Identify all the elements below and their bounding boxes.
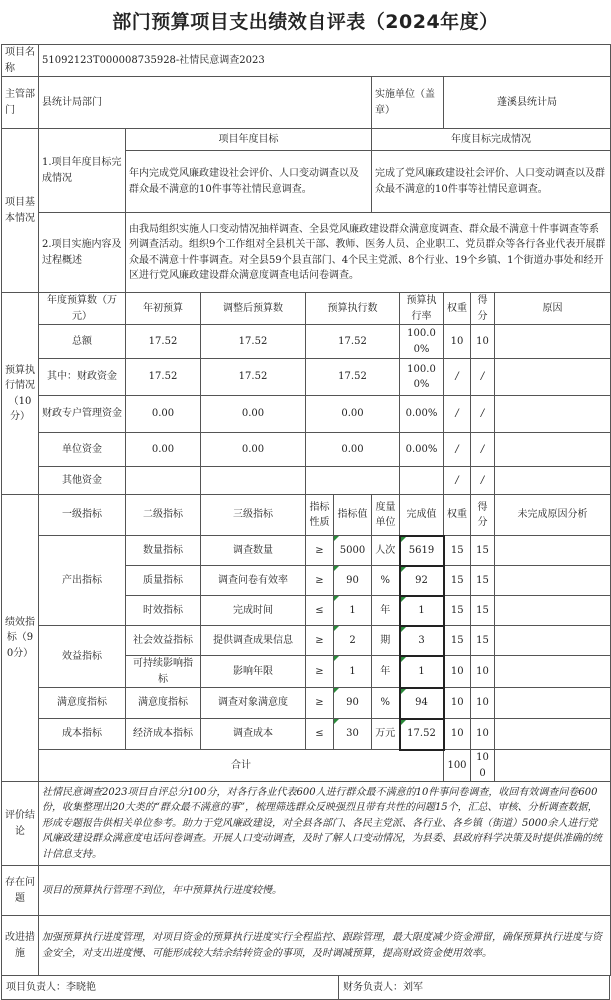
budget-row-score: / xyxy=(471,433,495,467)
budget-row-score: 10 xyxy=(471,325,495,359)
budget-row-executed: 17.52 xyxy=(306,359,400,396)
indicator-weight: 10 xyxy=(444,656,471,688)
indicator-reason xyxy=(495,656,611,688)
budget-row-rate xyxy=(400,467,444,495)
item2-text: 由我局组织实施人口变动情况抽样调查、全县党风廉政建设群众满意度调查、群众最不满意十件事调查等系列调查活动。组织9个工作组对全县机关干部、教师、医务人员、企业职工、党员群众等各行各业代表开展群众最不满意十件事调查。对全县59个县直部门、4个民主党派、8个行业、19个乡镇、1个街道办事处和经开区进行党风廉政建设群众满意度调查电话问卷调查。 xyxy=(126,213,611,293)
indicator-reason xyxy=(495,536,611,566)
conclusion-label: 评价结论 xyxy=(2,782,39,866)
indicator-score: 15 xyxy=(471,536,495,566)
indicator-level3: 调查对象满意度 xyxy=(201,688,306,719)
total-label: 合计 xyxy=(39,750,444,782)
perf-header-nature: 指标性质 xyxy=(306,495,334,536)
perf-section-label: 绩效指标（90分） xyxy=(2,495,39,782)
budget-row xyxy=(2,396,611,433)
indicator-unit: 年 xyxy=(372,656,400,688)
done-header: 年度目标完成情况 xyxy=(372,129,611,151)
total-weight: 100 xyxy=(444,750,471,782)
item1-label: 1.项目年度目标完成情况 xyxy=(39,129,126,213)
indicator-level2: 可持续影响指标 xyxy=(126,656,201,688)
indicator-level3: 调查数量 xyxy=(201,536,306,566)
indicator-weight: 10 xyxy=(444,719,471,750)
indicator-level3: 影响年限 xyxy=(201,656,306,688)
indicator-level2: 满意度指标 xyxy=(126,688,201,719)
budget-row-initial: 17.52 xyxy=(126,359,201,396)
indicator-score: 15 xyxy=(471,566,495,596)
budget-row-rate: 0.00% xyxy=(400,396,444,433)
budget-row-executed: 0.00 xyxy=(306,433,400,467)
budget-row-weight: / xyxy=(444,433,471,467)
indicator-unit: 期 xyxy=(372,626,400,656)
level1-cost: 成本指标 xyxy=(39,719,126,750)
indicator-row xyxy=(2,719,611,750)
budget-header-score: 得分 xyxy=(471,293,495,325)
indicator-row xyxy=(2,536,611,566)
indicator-target: 1 xyxy=(334,596,372,626)
indicator-done: 94 xyxy=(400,688,444,719)
budget-row-score: / xyxy=(471,467,495,495)
budget-header-reason: 原因 xyxy=(495,293,611,325)
item1-goal: 年内完成党风廉政建设社会评价、人口变动调查以及群众最不满意的10件事等社情民意调查。 xyxy=(126,151,372,213)
budget-row-reason xyxy=(495,325,611,359)
indicator-score: 10 xyxy=(471,719,495,750)
budget-row xyxy=(2,325,611,359)
indicator-done: 17.52 xyxy=(400,719,444,750)
perf-header-level2: 二级指标 xyxy=(126,495,201,536)
measures-label: 改进措施 xyxy=(2,916,39,976)
budget-header-rate: 预算执行率 xyxy=(400,293,444,325)
budget-row-reason xyxy=(495,467,611,495)
indicator-level3: 提供调查成果信息 xyxy=(201,626,306,656)
budget-row-adjusted xyxy=(201,467,306,495)
indicator-done: 1 xyxy=(400,656,444,688)
indicator-reason xyxy=(495,566,611,596)
perf-header-weight: 权重 xyxy=(444,495,471,536)
indicator-op: ≤ xyxy=(306,719,334,750)
budget-row-adjusted: 0.00 xyxy=(201,396,306,433)
total-reason xyxy=(495,750,611,782)
indicator-reason xyxy=(495,719,611,750)
page-title: 部门预算项目支出绩效自评表（2024年度） xyxy=(112,11,499,33)
item2-label: 2.项目实施内容及过程概述 xyxy=(39,213,126,293)
budget-row-adjusted: 17.52 xyxy=(201,359,306,396)
budget-row-weight: / xyxy=(444,396,471,433)
indicator-weight: 15 xyxy=(444,536,471,566)
indicator-target: 90 xyxy=(334,566,372,596)
indicator-level2: 质量指标 xyxy=(126,566,201,596)
indicator-op: ≥ xyxy=(306,656,334,688)
indicator-op: ≥ xyxy=(306,626,334,656)
project-leader-name: 李晓艳 xyxy=(66,982,96,993)
budget-section-label: 预算执行情况（10分） xyxy=(2,293,39,495)
problems-label: 存在问题 xyxy=(2,866,39,916)
budget-row-executed xyxy=(306,467,400,495)
impl-value: 蓬溪县统计局 xyxy=(444,77,611,129)
indicator-weight: 10 xyxy=(444,688,471,719)
budget-row-adjusted: 17.52 xyxy=(201,325,306,359)
budget-row-initial: 17.52 xyxy=(126,325,201,359)
budget-row-name: 其他资金 xyxy=(39,467,126,495)
indicator-reason xyxy=(495,688,611,719)
budget-row xyxy=(2,433,611,467)
level1-satisfaction: 满意度指标 xyxy=(39,688,126,719)
project-leader xyxy=(2,976,339,999)
budget-row-weight: / xyxy=(444,359,471,396)
budget-row-name: 财政专户管理资金 xyxy=(39,396,126,433)
indicator-target: 5000 xyxy=(334,536,372,566)
budget-row-initial xyxy=(126,467,201,495)
indicator-target: 1 xyxy=(334,656,372,688)
indicator-unit: % xyxy=(372,566,400,596)
budget-row-rate: 100.00% xyxy=(400,359,444,396)
budget-header-executed: 预算执行数 xyxy=(306,293,400,325)
level1-effect: 效益指标 xyxy=(39,626,126,688)
budget-row-adjusted: 0.00 xyxy=(201,433,306,467)
budget-row-initial: 0.00 xyxy=(126,433,201,467)
indicator-done: 3 xyxy=(400,626,444,656)
budget-row-executed: 0.00 xyxy=(306,396,400,433)
indicator-row xyxy=(2,626,611,656)
indicator-level2: 社会效益指标 xyxy=(126,626,201,656)
budget-row-name: 总额 xyxy=(39,325,126,359)
indicator-level2: 数量指标 xyxy=(126,536,201,566)
indicator-level2: 时效指标 xyxy=(126,596,201,626)
perf-header-level3: 三级指标 xyxy=(201,495,306,536)
budget-row-weight: / xyxy=(444,467,471,495)
indicator-unit: 人次 xyxy=(372,536,400,566)
indicator-op: ≤ xyxy=(306,596,334,626)
finance-leader-label: 财务负责人： xyxy=(343,982,403,993)
indicator-unit: 年 xyxy=(372,596,400,626)
budget-row-reason xyxy=(495,433,611,467)
budget-row-score: / xyxy=(471,396,495,433)
project-name-value: 51092123T000008735928-社情民意调查2023 xyxy=(39,45,611,77)
dept-value: 县统计局部门 xyxy=(39,77,372,129)
indicator-weight: 15 xyxy=(444,596,471,626)
budget-row-name: 单位资金 xyxy=(39,433,126,467)
indicator-unit: 万元 xyxy=(372,719,400,750)
indicator-row xyxy=(2,688,611,719)
indicator-done: 5619 xyxy=(400,536,444,566)
budget-header-adjusted: 调整后预算数 xyxy=(201,293,306,325)
indicator-reason xyxy=(495,626,611,656)
indicator-unit: % xyxy=(372,688,400,719)
perf-header-unit: 度量单位 xyxy=(372,495,400,536)
indicator-weight: 15 xyxy=(444,566,471,596)
perf-header-level1: 一级指标 xyxy=(39,495,126,536)
finance-leader-name: 刘军 xyxy=(403,982,423,993)
budget-header-weight: 权重 xyxy=(444,293,471,325)
indicator-target: 30 xyxy=(334,719,372,750)
problems-text: 项目的预算执行管理不到位，年中预算执行进度较慢。 xyxy=(39,866,611,916)
indicator-op: ≥ xyxy=(306,536,334,566)
indicator-done: 1 xyxy=(400,596,444,626)
budget-header-annual: 年度预算数（万元） xyxy=(39,293,126,325)
dept-label: 主管部门 xyxy=(2,77,39,129)
indicator-level3: 完成时间 xyxy=(201,596,306,626)
budget-row-name: 其中：财政资金 xyxy=(39,359,126,396)
basic-section-label: 项目基本情况 xyxy=(2,129,39,293)
finance-leader xyxy=(339,976,423,999)
conclusion-text: 社情民意调查2023项目自评总分100分，对各行各业代表600人进行群众最不满意的10件事问卷调查，收回有效调查问卷600份，收集整理出20大类的“群众最不满意的事”，梳理筛选群众反映强烈且带有共性的问题15个，汇总、审核、分析调查数据，形成专题报告供相关单位参考。助力于党风廉政建设，对全县各部门、各民主党派、各行业、各乡镇（街道）5000余人进行党风廉政建设群众满意度电话问卷调查。开展人口变动调查，及时了解人口变动情况，为县委、县政府科学决策及时提供准确的统计信息支持。 xyxy=(39,782,611,866)
signature-bar xyxy=(1,976,610,1000)
budget-row-rate: 0.00% xyxy=(400,433,444,467)
budget-row-reason xyxy=(495,359,611,396)
indicator-op: ≥ xyxy=(306,566,334,596)
indicator-done: 92 xyxy=(400,566,444,596)
indicator-op: ≥ xyxy=(306,688,334,719)
indicator-target: 2 xyxy=(334,626,372,656)
indicator-reason xyxy=(495,596,611,626)
budget-header-initial: 年初预算 xyxy=(126,293,201,325)
item1-done: 完成了党风廉政建设社会评价、人口变动调查以及群众最不满意的10件事等社情民意调查。 xyxy=(372,151,611,213)
impl-label: 实施单位（盖章） xyxy=(372,77,444,129)
indicator-level3: 调查问卷有效率 xyxy=(201,566,306,596)
perf-header-target: 指标值 xyxy=(334,495,372,536)
goal-header: 项目年度目标 xyxy=(126,129,372,151)
budget-row-executed: 17.52 xyxy=(306,325,400,359)
indicator-weight: 15 xyxy=(444,626,471,656)
level1-output: 产出指标 xyxy=(39,536,126,626)
indicator-score: 10 xyxy=(471,656,495,688)
indicator-score: 10 xyxy=(471,688,495,719)
evaluation-form xyxy=(1,44,611,976)
budget-row-reason xyxy=(495,396,611,433)
budget-row-weight: 10 xyxy=(444,325,471,359)
measures-text: 加强预算执行进度管理，对项目资金的预算执行进度实行全程监控、跟踪管理，最大限度减少资金滞留，确保预算执行进度与资金安全，对支出进度慢、可能形成较大结余结转资金的事项，及时调减预算，提高财政资金使用效率。 xyxy=(39,916,611,976)
indicator-level2: 经济成本指标 xyxy=(126,719,201,750)
budget-row xyxy=(2,359,611,396)
indicator-level3: 调查成本 xyxy=(201,719,306,750)
budget-row xyxy=(2,467,611,495)
perf-header-done: 完成值 xyxy=(400,495,444,536)
total-row xyxy=(2,750,611,782)
budget-row-initial: 0.00 xyxy=(126,396,201,433)
budget-row-score: / xyxy=(471,359,495,396)
project-name-label: 项目名称 xyxy=(2,45,39,77)
indicator-target: 90 xyxy=(334,688,372,719)
indicator-score: 15 xyxy=(471,596,495,626)
perf-header-reason: 未完成原因分析 xyxy=(495,495,611,536)
indicator-score: 15 xyxy=(471,626,495,656)
total-score: 100 xyxy=(471,750,495,782)
budget-row-rate: 100.00% xyxy=(400,325,444,359)
perf-header-score: 得分 xyxy=(471,495,495,536)
project-leader-label: 项目负责人： xyxy=(6,982,66,993)
